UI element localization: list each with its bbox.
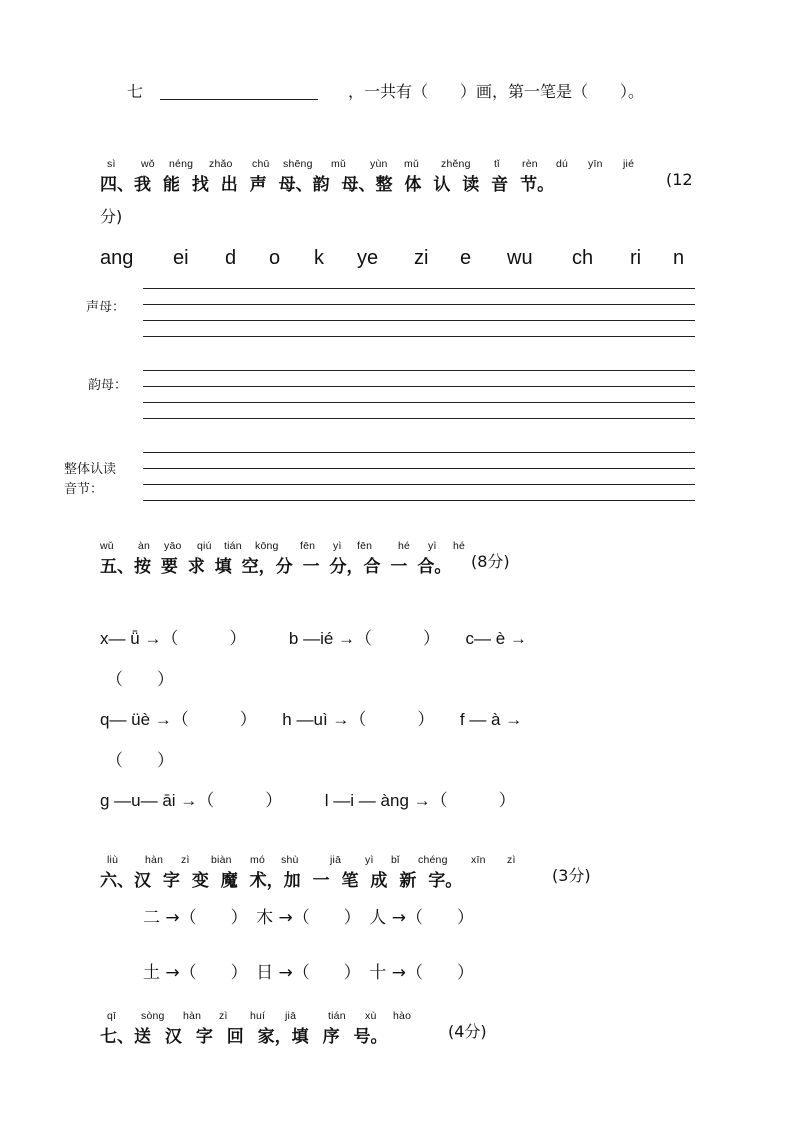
pinyin: shù bbox=[281, 854, 299, 866]
pinyin: wǒ bbox=[141, 158, 155, 170]
letter: n bbox=[673, 247, 685, 269]
letter: ang bbox=[100, 247, 134, 269]
pinyin: kōng bbox=[255, 540, 279, 552]
pinyin: wǔ bbox=[100, 540, 114, 552]
pinyin: zì bbox=[219, 1010, 228, 1022]
letter: k bbox=[314, 247, 324, 269]
pinyin: chū bbox=[252, 158, 270, 170]
pinyin: yì bbox=[333, 540, 342, 552]
pinyin: qiú bbox=[197, 540, 212, 552]
section7-score: (4分) bbox=[448, 1022, 487, 1041]
spell-row-1-cont[interactable]: （ ） bbox=[106, 670, 174, 689]
letter: zi bbox=[414, 247, 429, 269]
writing-line[interactable] bbox=[143, 386, 695, 387]
writing-line[interactable] bbox=[143, 336, 695, 337]
pinyin: biàn bbox=[211, 854, 232, 866]
pinyin: tǐ bbox=[494, 158, 500, 170]
pinyin: bǐ bbox=[391, 854, 400, 866]
pinyin: zhǎo bbox=[209, 158, 233, 170]
letter: ye bbox=[357, 247, 379, 269]
pinyin: mó bbox=[250, 854, 265, 866]
pinyin: hé bbox=[453, 540, 466, 552]
pinyin: yùn bbox=[370, 158, 388, 170]
writing-line[interactable] bbox=[143, 468, 695, 469]
label-zhengti-2: 音节： bbox=[64, 482, 104, 497]
char-row-2[interactable]: 土 →（ ） 日 →（ ） 十 →（ ） bbox=[143, 963, 474, 983]
writing-line[interactable] bbox=[143, 484, 695, 485]
letter: o bbox=[269, 247, 281, 269]
pinyin: jiā bbox=[330, 854, 342, 866]
pinyin: zì bbox=[507, 854, 516, 866]
pinyin: fēn bbox=[357, 540, 373, 552]
pinyin: mǔ bbox=[331, 158, 346, 170]
pinyin: hé bbox=[398, 540, 411, 552]
writing-line[interactable] bbox=[143, 370, 695, 371]
pinyin: sòng bbox=[141, 1010, 165, 1022]
writing-line[interactable] bbox=[143, 500, 695, 501]
section6-score: (3分) bbox=[552, 866, 591, 885]
letter: ri bbox=[630, 247, 642, 269]
letter: d bbox=[225, 247, 237, 269]
pinyin: qī bbox=[107, 1010, 117, 1022]
label-shengmu: 声母： bbox=[86, 300, 126, 315]
section4-heading: 四、我 能 找 出 声 母、韵 母、整 体 认 读 音 节。 bbox=[100, 175, 555, 195]
writing-line[interactable] bbox=[143, 452, 695, 453]
section5-heading: 五、按 要 求 填 空，分 一 分，合 一 合。 bbox=[100, 557, 452, 577]
pinyin: xīn bbox=[471, 854, 486, 866]
pinyin: xù bbox=[365, 1010, 377, 1022]
pinyin: hào bbox=[393, 1010, 412, 1022]
pinyin: jié bbox=[623, 158, 635, 170]
pinyin: hàn bbox=[145, 854, 164, 866]
pinyin: mǔ bbox=[404, 158, 419, 170]
writing-line[interactable] bbox=[143, 402, 695, 403]
pinyin: jiā bbox=[285, 1010, 297, 1022]
label-zhengti: 整体认读 bbox=[64, 462, 117, 477]
pinyin: dú bbox=[556, 158, 569, 170]
writing-line[interactable] bbox=[143, 304, 695, 305]
letter: ei bbox=[173, 247, 189, 269]
pinyin: sì bbox=[107, 158, 116, 170]
pinyin: néng bbox=[169, 158, 194, 170]
section7-heading: 七、送 汉 字 回 家，填 序 号。 bbox=[100, 1027, 388, 1047]
spell-row-3: g —u— āi →（ ） l —i — àng →（ ） bbox=[100, 791, 516, 810]
pinyin: chéng bbox=[418, 854, 448, 866]
spell-row-2: q— üè →（ ） h —uì →（ ） f — à → bbox=[100, 710, 523, 729]
pinyin: àn bbox=[138, 540, 151, 552]
pinyin: huí bbox=[250, 1010, 266, 1022]
pinyin: shēng bbox=[283, 158, 313, 170]
spell-row-2-cont[interactable]: （ ） bbox=[106, 751, 174, 770]
letter: wu bbox=[507, 247, 533, 269]
pinyin: yì bbox=[365, 854, 374, 866]
section5-score: (8分) bbox=[471, 552, 510, 571]
pinyin: hàn bbox=[183, 1010, 202, 1022]
writing-line[interactable] bbox=[143, 418, 695, 419]
stroke-question-char: 七 bbox=[127, 82, 144, 101]
writing-line[interactable] bbox=[143, 320, 695, 321]
pinyin: tián bbox=[224, 540, 242, 552]
letter: ch bbox=[572, 247, 594, 269]
char-row-1[interactable]: 二 →（ ） 木 →（ ） 人 →（ ） bbox=[143, 908, 474, 928]
pinyin: zì bbox=[181, 854, 190, 866]
section4-score-cont: 分) bbox=[100, 207, 123, 226]
stroke-question-text: ，一共有（ ）画，第一笔是（ ）。 bbox=[348, 82, 645, 101]
label-yunmu: 韵母： bbox=[88, 378, 128, 393]
writing-line[interactable] bbox=[143, 288, 695, 289]
section6-heading: 六、汉 字 变 魔 术，加 一 笔 成 新 字。 bbox=[100, 871, 463, 891]
section4-score: (12 bbox=[666, 170, 693, 189]
letters-row bbox=[0, 247, 794, 273]
pinyin: rèn bbox=[522, 158, 538, 170]
pinyin: zhěng bbox=[441, 158, 471, 170]
pinyin: yì bbox=[428, 540, 437, 552]
pinyin: yīn bbox=[588, 158, 603, 170]
pinyin: fēn bbox=[300, 540, 316, 552]
answer-blank-line[interactable] bbox=[160, 99, 318, 100]
pinyin: yāo bbox=[164, 540, 182, 552]
letter: e bbox=[460, 247, 472, 269]
pinyin: liù bbox=[107, 854, 119, 866]
spell-row-1: x— ǖ →（ ） b —ié →（ ） c— è → bbox=[100, 629, 527, 648]
pinyin: tián bbox=[328, 1010, 346, 1022]
